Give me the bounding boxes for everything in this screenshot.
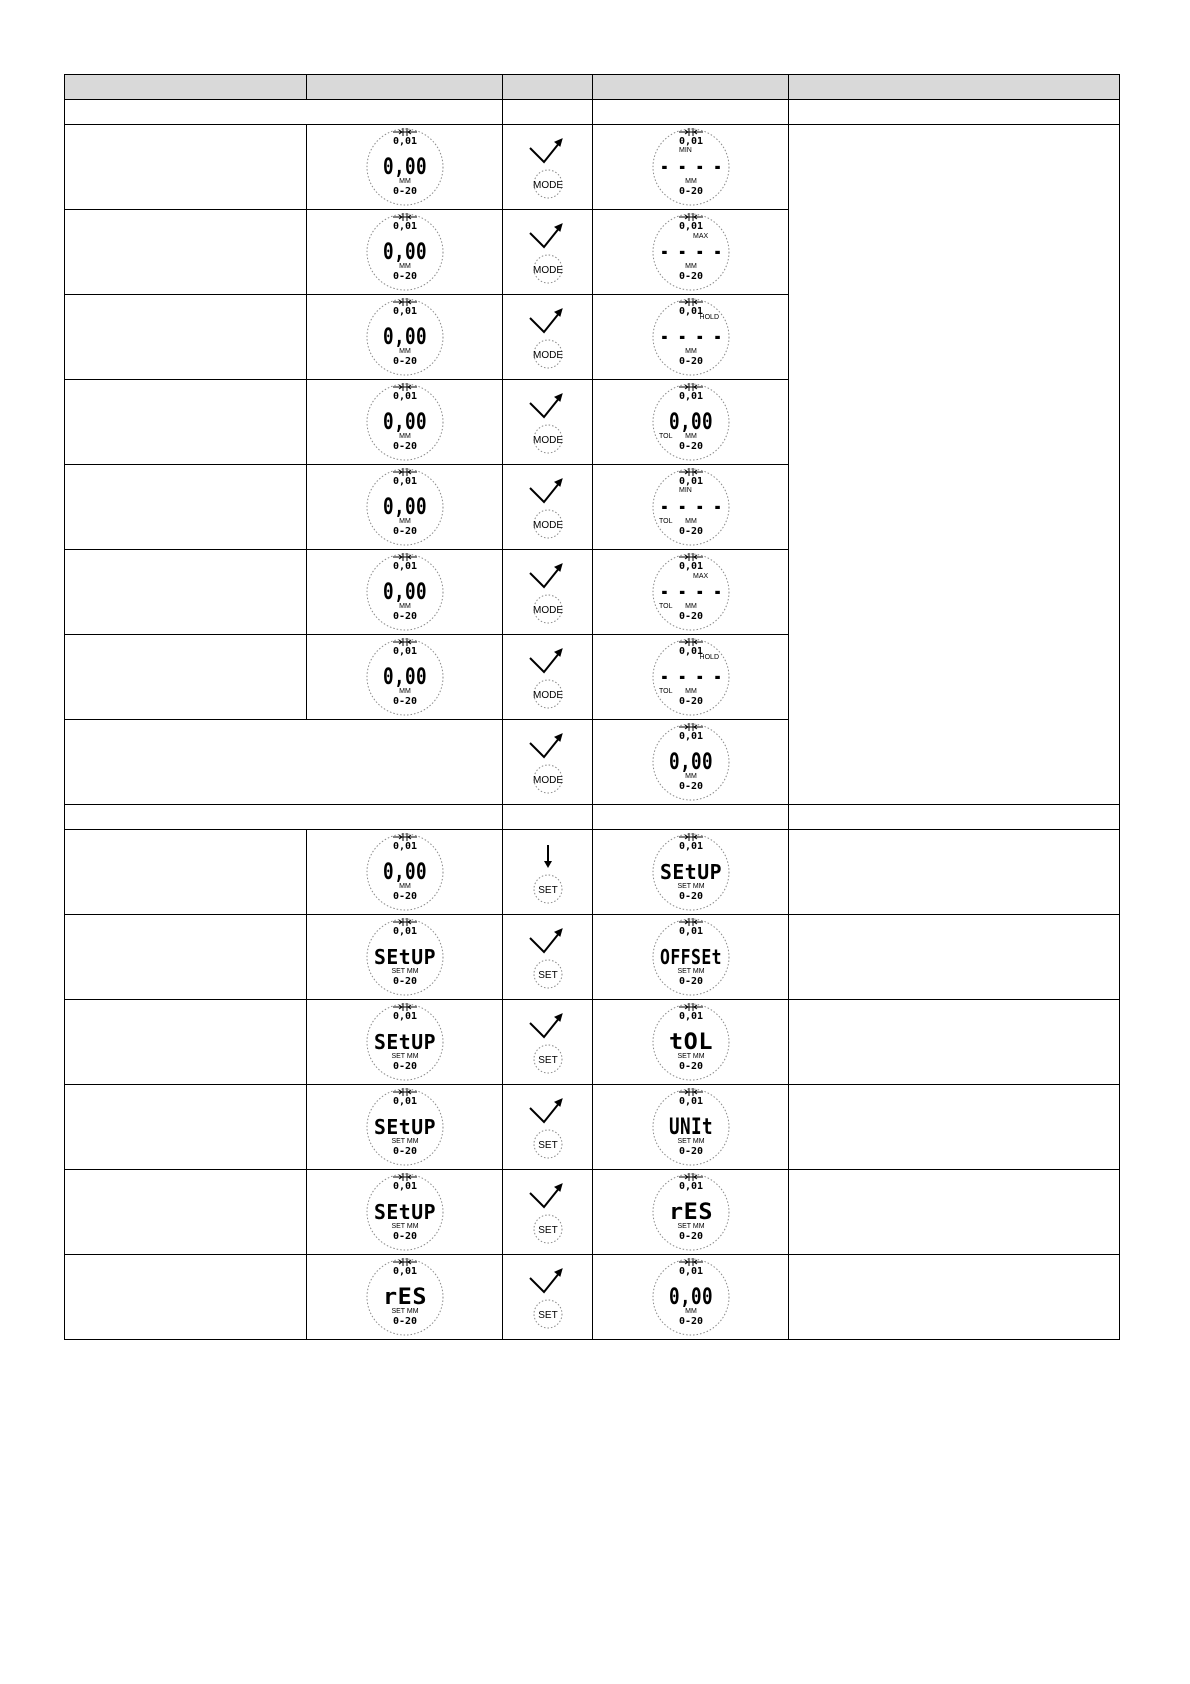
from-display-cell (307, 125, 503, 210)
resolution-text: 0,01 (678, 731, 703, 742)
resolution-text: 0,01 (392, 926, 417, 937)
mode-table (64, 74, 1120, 1340)
resolution-text: 0,01 (392, 221, 417, 232)
mode-button[interactable] (518, 217, 578, 287)
range-text: 0-20 (392, 891, 417, 902)
to-display-cell (593, 380, 789, 465)
to-display-cell (593, 1000, 789, 1085)
lcd-display (649, 1255, 733, 1339)
table-row (65, 125, 1120, 210)
resolution-text: 0,01 (392, 1011, 417, 1022)
description-cell (65, 210, 307, 295)
to-display-cell (593, 1255, 789, 1340)
main-readout: SEtUP (373, 1115, 436, 1139)
from-display-cell (307, 550, 503, 635)
resolution-text: 0,01 (678, 476, 703, 487)
section-cell (65, 805, 503, 830)
unit-indicator: MM (684, 263, 697, 270)
range-text: 0-20 (392, 1061, 417, 1072)
to-display-cell (593, 1170, 789, 1255)
lcd-display (363, 210, 447, 294)
to-display-cell (593, 1085, 789, 1170)
main-readout: - - - - (659, 495, 722, 520)
notes-cell (789, 1255, 1120, 1340)
notes-cell (789, 1000, 1120, 1085)
check-arrow-icon (530, 1102, 560, 1122)
table-row (65, 1085, 1120, 1170)
resolution-text: 0,01 (392, 841, 417, 852)
unit-indicator: MM (398, 518, 411, 525)
unit-indicator: SET MM (677, 883, 705, 890)
range-text: 0-20 (678, 976, 703, 987)
header-cell (593, 75, 789, 100)
resolution-text: 0,01 (392, 646, 417, 657)
tol-indicator: TOL (658, 688, 673, 695)
main-readout: 0,00 (382, 325, 427, 350)
mode-button[interactable] (518, 132, 578, 202)
description-cell (65, 830, 307, 915)
button-label: SET (537, 970, 558, 981)
check-arrow-icon (530, 397, 560, 417)
section-row (65, 805, 1120, 830)
lcd-display (363, 1085, 447, 1169)
lcd-display (363, 1000, 447, 1084)
table-row (65, 1170, 1120, 1255)
button-cell (503, 635, 593, 720)
description-cell (65, 1170, 307, 1255)
range-text: 0-20 (392, 611, 417, 622)
resolution-text: 0,01 (392, 1181, 417, 1192)
button-cell (503, 720, 593, 805)
lcd-display (649, 1170, 733, 1254)
main-readout: 0,00 (382, 240, 427, 265)
unit-indicator: MM (684, 1308, 697, 1315)
section-cell (593, 805, 789, 830)
range-text: 0-20 (678, 781, 703, 792)
unit-indicator: MM (398, 688, 411, 695)
lcd-display (649, 830, 733, 914)
unit-indicator: MM (684, 603, 697, 610)
tol-indicator: TOL (658, 518, 673, 525)
check-arrow-icon (530, 567, 560, 587)
unit-indicator: SET MM (677, 968, 705, 975)
range-text: 0-20 (678, 441, 703, 452)
range-text: 0-20 (678, 891, 703, 902)
header-cell (503, 75, 593, 100)
lcd-display (363, 635, 447, 719)
button-cell (503, 295, 593, 380)
notes-cell (789, 830, 1120, 915)
table-row (65, 915, 1120, 1000)
description-cell (65, 1085, 307, 1170)
description-cell (65, 720, 503, 805)
lcd-display (649, 1085, 733, 1169)
set-button[interactable] (518, 922, 578, 992)
unit-indicator: MM (398, 883, 411, 890)
button-cell (503, 125, 593, 210)
from-display-cell (307, 210, 503, 295)
unit-indicator: SET MM (677, 1223, 705, 1230)
section-row (65, 100, 1120, 125)
resolution-text: 0,01 (678, 1011, 703, 1022)
to-display-cell (593, 210, 789, 295)
unit-indicator: SET MM (677, 1138, 705, 1145)
resolution-text: 0,01 (392, 1266, 417, 1277)
range-text: 0-20 (678, 1316, 703, 1327)
set-button[interactable] (518, 1092, 578, 1162)
button-label: MODE (532, 350, 563, 361)
lcd-display (363, 380, 447, 464)
button-label: SET (537, 885, 558, 896)
range-text: 0-20 (678, 271, 703, 282)
main-readout: 0,00 (668, 1285, 713, 1310)
button-cell (503, 915, 593, 1000)
unit-indicator: MM (398, 263, 411, 270)
section-cell (503, 100, 593, 125)
button-label: MODE (532, 265, 563, 276)
resolution-text: 0,01 (392, 391, 417, 402)
button-cell (503, 1085, 593, 1170)
button-label: MODE (532, 520, 563, 531)
description-cell (65, 915, 307, 1000)
main-readout: SEtUP (659, 860, 722, 884)
resolution-text: 0,01 (678, 1266, 703, 1277)
range-text: 0-20 (392, 1316, 417, 1327)
main-readout: - - - - (659, 325, 722, 350)
lcd-display (649, 125, 733, 209)
main-readout: 0,00 (382, 580, 427, 605)
check-arrow-icon (530, 227, 560, 247)
tol-indicator: TOL (658, 433, 673, 440)
from-display-cell (307, 1170, 503, 1255)
from-display-cell (307, 380, 503, 465)
mode-flag: HOLD (699, 654, 719, 661)
unit-indicator: MM (398, 178, 411, 185)
description-cell (65, 125, 307, 210)
to-display-cell (593, 295, 789, 380)
unit-indicator: MM (398, 603, 411, 610)
set-button[interactable] (518, 837, 578, 907)
unit-indicator: MM (398, 348, 411, 355)
tol-indicator: TOL (658, 603, 673, 610)
range-text: 0-20 (392, 1146, 417, 1157)
main-readout: - - - - (659, 240, 722, 265)
section-cell (503, 805, 593, 830)
check-arrow-icon (530, 1187, 560, 1207)
section-cell (593, 100, 789, 125)
down-arrow-icon (544, 845, 552, 868)
table-row (65, 1255, 1120, 1340)
description-cell (65, 550, 307, 635)
set-button[interactable] (518, 1177, 578, 1247)
from-display-cell (307, 1000, 503, 1085)
button-cell (503, 1255, 593, 1340)
table-row (65, 1000, 1120, 1085)
range-text: 0-20 (678, 1146, 703, 1157)
button-cell (503, 830, 593, 915)
description-cell (65, 465, 307, 550)
range-text: 0-20 (678, 186, 703, 197)
to-display-cell (593, 635, 789, 720)
resolution-text: 0,01 (678, 221, 703, 232)
lcd-display (363, 915, 447, 999)
notes-cell (789, 1085, 1120, 1170)
unit-indicator: MM (684, 688, 697, 695)
resolution-text: 0,01 (678, 136, 703, 147)
range-text: 0-20 (678, 696, 703, 707)
lcd-display (363, 125, 447, 209)
header-row (65, 75, 1120, 100)
main-readout: 0,00 (668, 410, 713, 435)
unit-indicator: SET MM (391, 1138, 419, 1145)
main-readout: 0,00 (668, 750, 713, 775)
notes-cell (789, 125, 1120, 805)
button-cell (503, 210, 593, 295)
mode-button[interactable] (518, 302, 578, 372)
header-cell (307, 75, 503, 100)
main-readout: SEtUP (373, 945, 436, 969)
main-readout: rES (668, 1200, 713, 1225)
description-cell (65, 295, 307, 380)
range-text: 0-20 (392, 271, 417, 282)
resolution-text: 0,01 (678, 1181, 703, 1192)
resolution-text: 0,01 (392, 136, 417, 147)
to-display-cell (593, 830, 789, 915)
description-cell (65, 1255, 307, 1340)
mode-flag: MIN (678, 487, 692, 494)
range-text: 0-20 (678, 526, 703, 537)
unit-indicator: MM (398, 433, 411, 440)
to-display-cell (593, 465, 789, 550)
resolution-text: 0,01 (392, 476, 417, 487)
button-label: MODE (532, 775, 563, 786)
lcd-display (649, 465, 733, 549)
description-cell (65, 635, 307, 720)
button-cell (503, 465, 593, 550)
range-text: 0-20 (392, 696, 417, 707)
mode-flag: MAX (692, 233, 708, 240)
set-button[interactable] (518, 1007, 578, 1077)
resolution-text: 0,01 (678, 841, 703, 852)
resolution-text: 0,01 (678, 391, 703, 402)
mode-button[interactable] (518, 472, 578, 542)
range-text: 0-20 (392, 356, 417, 367)
main-readout: OFFSEt (659, 945, 722, 969)
header-cell (789, 75, 1120, 100)
unit-indicator: SET MM (391, 1053, 419, 1060)
resolution-text: 0,01 (678, 1096, 703, 1107)
unit-indicator: MM (684, 433, 697, 440)
description-cell (65, 1000, 307, 1085)
check-arrow-icon (530, 1017, 560, 1037)
lcd-display (363, 295, 447, 379)
main-readout: SEtUP (373, 1030, 436, 1054)
to-display-cell (593, 125, 789, 210)
button-label: SET (537, 1225, 558, 1236)
range-text: 0-20 (678, 1061, 703, 1072)
mode-flag: HOLD (699, 314, 719, 321)
range-text: 0-20 (678, 611, 703, 622)
section-cell (789, 100, 1120, 125)
lcd-display (649, 550, 733, 634)
check-arrow-icon (530, 1272, 560, 1292)
range-text: 0-20 (678, 1231, 703, 1242)
lcd-display (649, 295, 733, 379)
unit-indicator: MM (684, 773, 697, 780)
to-display-cell (593, 720, 789, 805)
range-text: 0-20 (392, 186, 417, 197)
notes-cell (789, 1170, 1120, 1255)
unit-indicator: MM (684, 518, 697, 525)
button-label: MODE (532, 605, 563, 616)
main-readout: - - - - (659, 155, 722, 180)
range-text: 0-20 (392, 1231, 417, 1242)
section-cell (65, 100, 503, 125)
lcd-display (363, 465, 447, 549)
from-display-cell (307, 915, 503, 1000)
from-display-cell (307, 465, 503, 550)
unit-indicator: SET MM (391, 968, 419, 975)
from-display-cell (307, 1255, 503, 1340)
button-label: SET (537, 1310, 558, 1321)
main-readout: 0,00 (382, 665, 427, 690)
lcd-display (363, 550, 447, 634)
main-readout: tOL (668, 1030, 713, 1055)
button-cell (503, 1170, 593, 1255)
lcd-display (649, 210, 733, 294)
mode-button[interactable] (518, 387, 578, 457)
unit-indicator: MM (684, 178, 697, 185)
check-arrow-icon (530, 932, 560, 952)
unit-indicator: MM (684, 348, 697, 355)
unit-indicator: SET MM (677, 1053, 705, 1060)
button-label: SET (537, 1140, 558, 1151)
set-button[interactable] (518, 1262, 578, 1332)
lcd-display (363, 1170, 447, 1254)
button-label: MODE (532, 180, 563, 191)
check-arrow-icon (530, 482, 560, 502)
range-text: 0-20 (392, 976, 417, 987)
unit-indicator: SET MM (391, 1308, 419, 1315)
lcd-display (363, 830, 447, 914)
main-readout: SEtUP (373, 1200, 436, 1224)
check-arrow-icon (530, 652, 560, 672)
button-label: MODE (532, 690, 563, 701)
mode-button[interactable] (518, 642, 578, 712)
resolution-text: 0,01 (678, 926, 703, 937)
lcd-display (649, 915, 733, 999)
main-readout: 0,00 (382, 155, 427, 180)
check-arrow-icon (530, 312, 560, 332)
to-display-cell (593, 915, 789, 1000)
range-text: 0-20 (678, 356, 703, 367)
from-display-cell (307, 635, 503, 720)
resolution-text: 0,01 (392, 561, 417, 572)
description-cell (65, 380, 307, 465)
lcd-display (649, 1000, 733, 1084)
main-readout: 0,00 (382, 860, 427, 885)
mode-button[interactable] (518, 557, 578, 627)
to-display-cell (593, 550, 789, 635)
table-row (65, 830, 1120, 915)
range-text: 0-20 (392, 526, 417, 537)
main-readout: - - - - (659, 580, 722, 605)
resolution-text: 0,01 (392, 306, 417, 317)
main-readout: 0,00 (382, 410, 427, 435)
main-readout: 0,00 (382, 495, 427, 520)
unit-indicator: SET MM (391, 1223, 419, 1230)
section-cell (789, 805, 1120, 830)
main-readout: - - - - (659, 665, 722, 690)
mode-flag: MAX (692, 573, 708, 580)
resolution-text: 0,01 (678, 646, 703, 657)
button-cell (503, 380, 593, 465)
button-label: SET (537, 1055, 558, 1066)
lcd-display (649, 720, 733, 804)
from-display-cell (307, 1085, 503, 1170)
main-readout: rES (382, 1285, 427, 1310)
button-label: MODE (532, 435, 563, 446)
from-display-cell (307, 830, 503, 915)
mode-flag: MIN (678, 147, 692, 154)
mode-button[interactable] (518, 727, 578, 797)
check-arrow-icon (530, 737, 560, 757)
notes-cell (789, 915, 1120, 1000)
main-readout: UNIt (668, 1115, 713, 1140)
lcd-display (363, 1255, 447, 1339)
resolution-text: 0,01 (392, 1096, 417, 1107)
button-cell (503, 550, 593, 635)
header-cell (65, 75, 307, 100)
resolution-text: 0,01 (678, 561, 703, 572)
button-cell (503, 1000, 593, 1085)
check-arrow-icon (530, 142, 560, 162)
lcd-display (649, 380, 733, 464)
resolution-text: 0,01 (678, 306, 703, 317)
range-text: 0-20 (392, 441, 417, 452)
lcd-display (649, 635, 733, 719)
from-display-cell (307, 295, 503, 380)
